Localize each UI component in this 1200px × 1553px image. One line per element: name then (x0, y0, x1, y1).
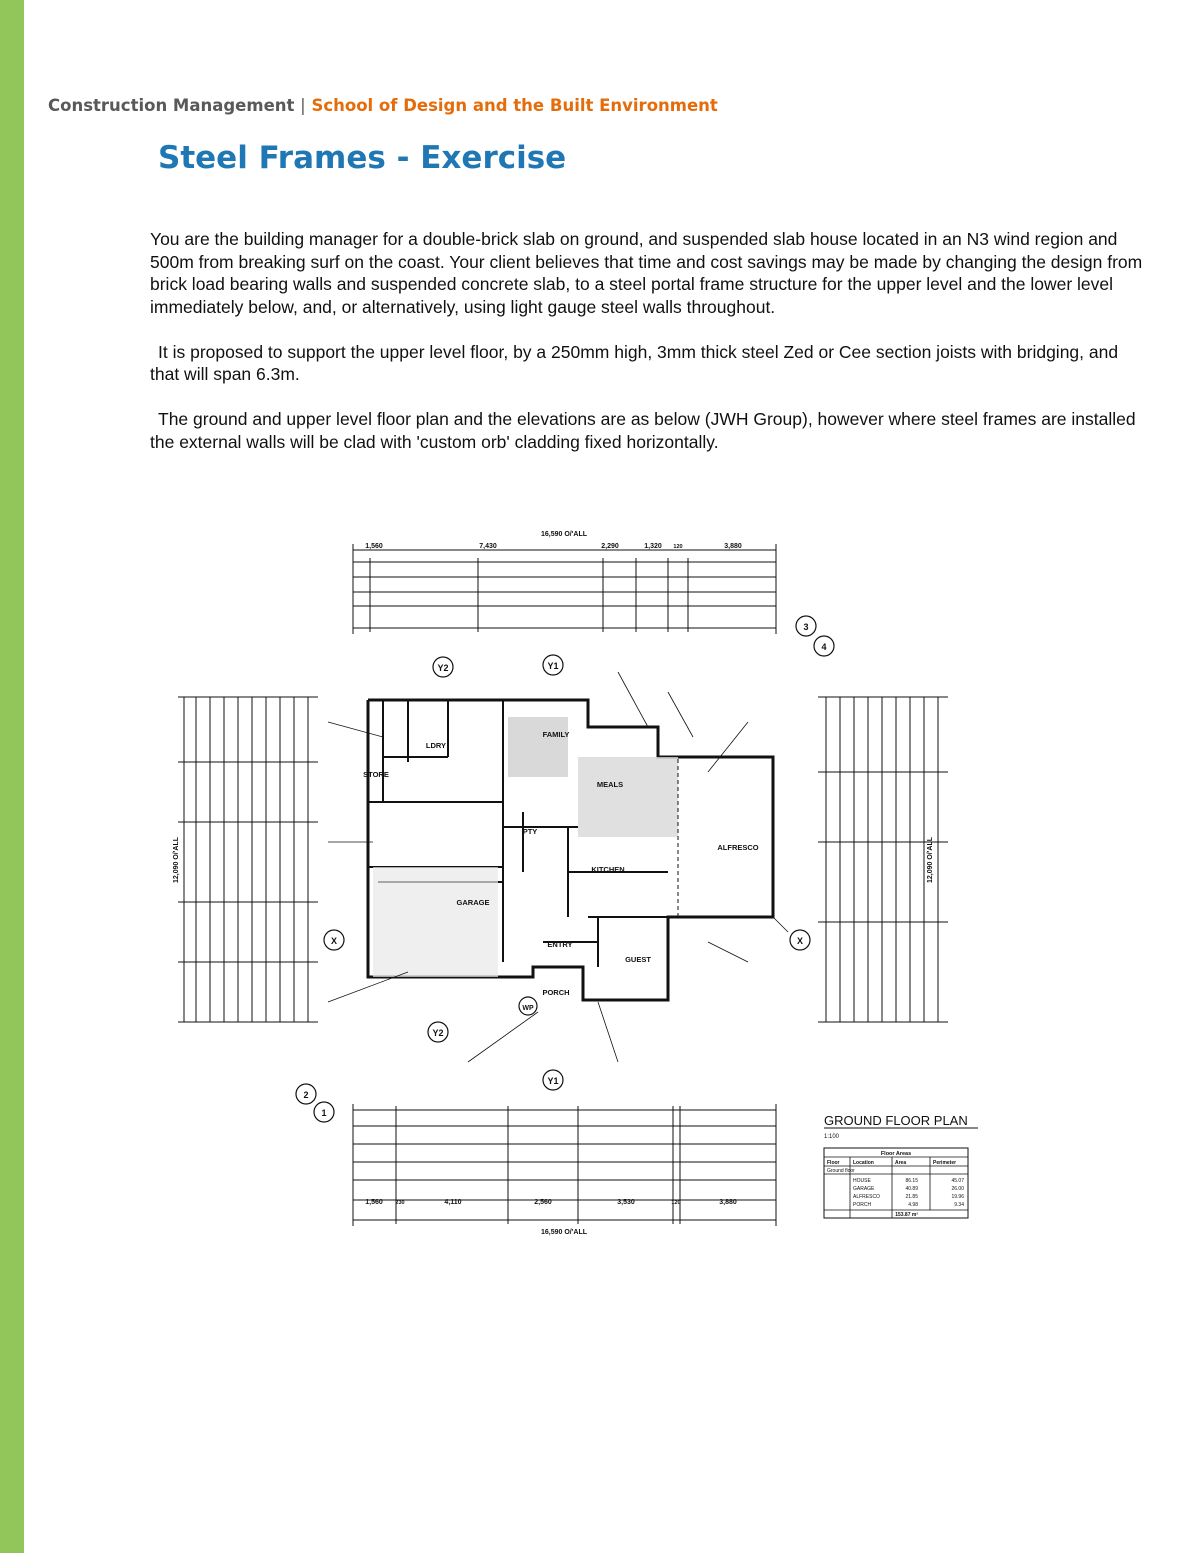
room-meals: MEALS (596, 780, 624, 789)
area-table (824, 1148, 968, 1218)
section-label-2: 2 (303, 1090, 309, 1100)
area-row-4-perimeter: 9.34 (954, 1202, 964, 1208)
overall-dim-left: 12,090 O/'ALL (173, 836, 180, 884)
dim-bottom-2: 230 (395, 1200, 405, 1206)
school-name: School of Design and the Built Environment (311, 96, 718, 115)
room-guest: GUEST (625, 955, 651, 964)
floor-plan-svg (148, 522, 1000, 1240)
dim-top-1: 1,560 (365, 543, 383, 550)
plan-title: GROUND FLOOR PLAN (824, 1113, 968, 1128)
room-ldry: LDRY (425, 741, 447, 750)
left-dimension-lines (178, 697, 318, 1022)
room-porch: PORCH (542, 988, 570, 997)
area-col-location: Location (853, 1160, 874, 1166)
section-label-3: 3 (803, 622, 809, 632)
dim-bottom-4: 2,560 (534, 1199, 552, 1206)
course-name: Construction Management (48, 96, 295, 115)
area-row-1-location: HOUSE (853, 1178, 871, 1184)
area-row-4-area: 4.98 (908, 1202, 918, 1208)
green-margin-bar (0, 0, 24, 1553)
page-title: Steel Frames - Exercise (158, 140, 567, 176)
alfresco-outline (678, 757, 773, 917)
area-row-2-location: GARAGE (853, 1186, 875, 1192)
plan-scale: 1:100 (824, 1134, 840, 1140)
grid-label-x-left: X (330, 936, 338, 946)
paragraph-1: You are the building manager for a double-brick slab on ground, and suspended slab house located in an N3 wind region and 500m from breaking surf on the coast. Your client believes that time and cost savings may be made by changing the design from brick load bearing walls and suspended concrete slab, to a steel portal frame structure for the upper level and the lower level immediately below, and, or alternatively, using light gauge steel walls throughout. (150, 229, 1143, 317)
area-row-3-perimeter: 19.96 (951, 1194, 964, 1200)
dim-bottom-6: 120 (671, 1200, 681, 1206)
exercise-text (150, 228, 1150, 476)
area-row-4-location: PORCH (853, 1202, 872, 1208)
dim-top-3: 2,290 (601, 543, 619, 550)
area-col-perimeter: Perimeter (933, 1160, 957, 1166)
dim-bottom-5: 3,530 (617, 1199, 635, 1206)
area-row-2-perimeter: 26.00 (951, 1186, 964, 1192)
area-row-1-perimeter: 45.07 (951, 1178, 964, 1184)
area-col-floor: Floor (827, 1160, 840, 1166)
ground-floor-plan-drawing (148, 522, 1000, 1240)
grid-label-y1-bottom: Y1 (547, 1076, 559, 1086)
dim-top-6: 3,880 (724, 543, 742, 550)
area-row-1-area: 86.15 (905, 1178, 918, 1184)
overall-dim-top: 16,590 O/'ALL (540, 531, 588, 538)
room-store: STORE (363, 770, 389, 779)
dim-top-5: 120 (673, 544, 683, 550)
room-alfresco: ALFRESCO (717, 843, 759, 852)
paragraph-2: It is proposed to support the upper level floor, by a 250mm high, 3mm thick steel Zed or Cee section joists with bridging, and that will span 6.3m. (150, 341, 1119, 384)
overall-dim-bottom: 16,590 O/'ALL (540, 1229, 588, 1236)
top-dimension-lines (353, 544, 776, 634)
grid-label-x-right: X (796, 936, 804, 946)
paragraph-3: The ground and upper level floor plan and the elevations are as below (JWH Group), however where steel frames are installed the external walls will be clad with 'custom orb' cladding fixed horizontally. (150, 409, 1136, 452)
area-row-2-area: 40.89 (905, 1186, 918, 1192)
bottom-dimension-lines (353, 1104, 776, 1226)
header-separator: | (300, 96, 306, 115)
dim-top-2: 7,430 (479, 543, 497, 550)
grid-label-y1-top: Y1 (547, 661, 559, 671)
area-group: Ground floor (827, 1168, 855, 1174)
area-row-3-area: 21.85 (905, 1194, 918, 1200)
area-col-area: Area (895, 1160, 907, 1166)
grid-label-wp: WP (522, 1005, 534, 1012)
dim-bottom-3: 4,110 (444, 1199, 462, 1206)
section-label-4: 4 (821, 642, 827, 652)
section-label-1: 1 (321, 1108, 327, 1118)
area-table-heading: Floor Areas (880, 1151, 912, 1157)
grid-label-y2-bottom: Y2 (432, 1028, 444, 1038)
document-header (48, 96, 718, 115)
dim-bottom-7: 3,880 (719, 1199, 737, 1206)
area-total: 153.87 m² (895, 1212, 918, 1218)
room-family: FAMILY (542, 730, 570, 739)
room-pty: PTY (522, 827, 538, 836)
room-kitchen: KITCHEN (591, 865, 625, 874)
grid-label-y2-top: Y2 (437, 663, 449, 673)
dim-bottom-1: 1,560 (365, 1199, 383, 1206)
overall-dim-right: 12,090 O/'ALL (927, 836, 934, 884)
room-garage: GARAGE (456, 898, 490, 907)
area-row-3-location: ALFRESCO (853, 1194, 880, 1200)
room-entry: ENTRY (547, 940, 573, 949)
dim-top-4: 1,320 (644, 543, 662, 550)
